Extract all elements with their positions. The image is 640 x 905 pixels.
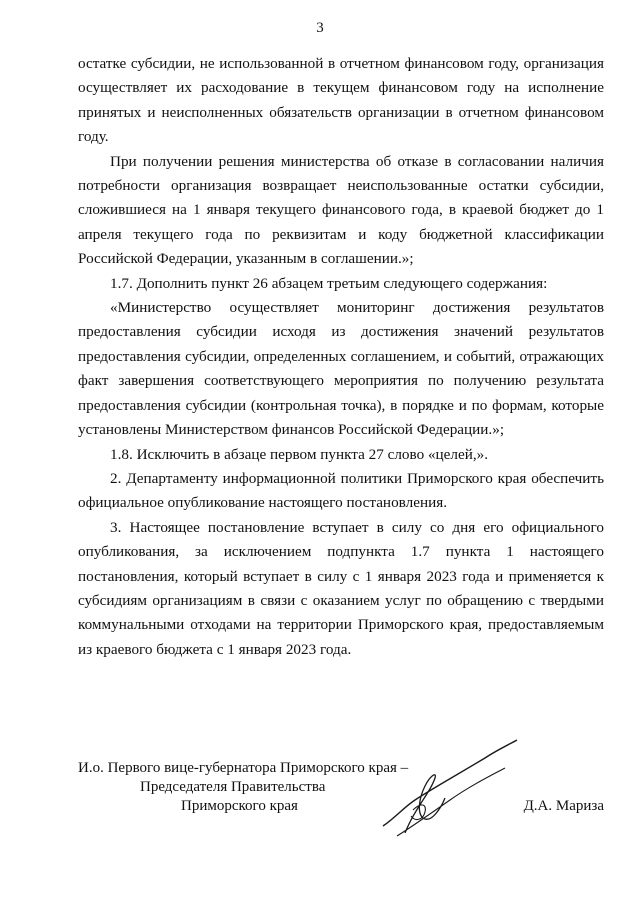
paragraph-item-1-7: 1.7. Дополнить пункт 26 абзацем третьим следующего содержания: (110, 274, 548, 292)
paragraph-item-2-publication: 2. Департаменту информационной политики Приморского края обеспечить официальное опубликование настоящего постановления. (78, 469, 604, 512)
paragraph-monitoring-quote: «Министерство осуществляет мониторинг достижения результатов предоставления субсидии исходя из достижения значений результатов предоставления субсидии, определенных соглашением, и событий, отражающих факт завершения соответствующего мероприятия по получению результата предоставления субсидии (контрольная точка), в порядке и по формам, которые установлены Министерством финансов Российской Федерации.»; (78, 299, 604, 439)
paragraph-item-1-8: 1.8. Исключить в абзаце первом пункта 27 слово «целей,». (110, 445, 489, 463)
signatory-title-line3: Приморского края (181, 798, 298, 814)
signature-block (78, 758, 604, 838)
signatory-name: Д.А. Мариза (523, 798, 604, 814)
page-number: 3 (316, 20, 324, 36)
paragraph-subsidy-remainder: остатке субсидии, не использованной в отчетном финансовом году, организация осуществляет их расходование в текущем финансовом году на исполнение принятых и неисполненных обязательств организации в отчетном финансовом году. (78, 55, 604, 146)
paragraph-item-3-effective: 3. Настоящее постановление вступает в силу со дня его официального опубликования, за исключением подпункта 1.7 пункта 1 настоящего постановления, который вступает в силу с 1 января 2023 года и применяется к субсидиям организациям в связи с оказанием услуг по обращению с твердыми коммунальными отходами на территории Приморского края, предоставляемым из краевого бюджета с 1 января 2023 года. (78, 518, 604, 658)
document-body (78, 52, 604, 662)
handwritten-signature (375, 738, 525, 838)
signatory-title-line2: Председателя Правительства (140, 779, 326, 795)
paragraph-refusal-return: При получении решения министерства об отказе в согласовании наличия потребности организация возвращает неиспользованные остатки субсидии, сложившиеся на 1 января текущего финансового года, в краевой бюджет до 1 апреля текущего года по реквизитам и коду бюджетной классификации Российской Федерации, указанным в соглашении.»; (78, 152, 604, 268)
signatory-title-line1: И.о. Первого вице-губернатора Приморского края – (78, 760, 409, 776)
